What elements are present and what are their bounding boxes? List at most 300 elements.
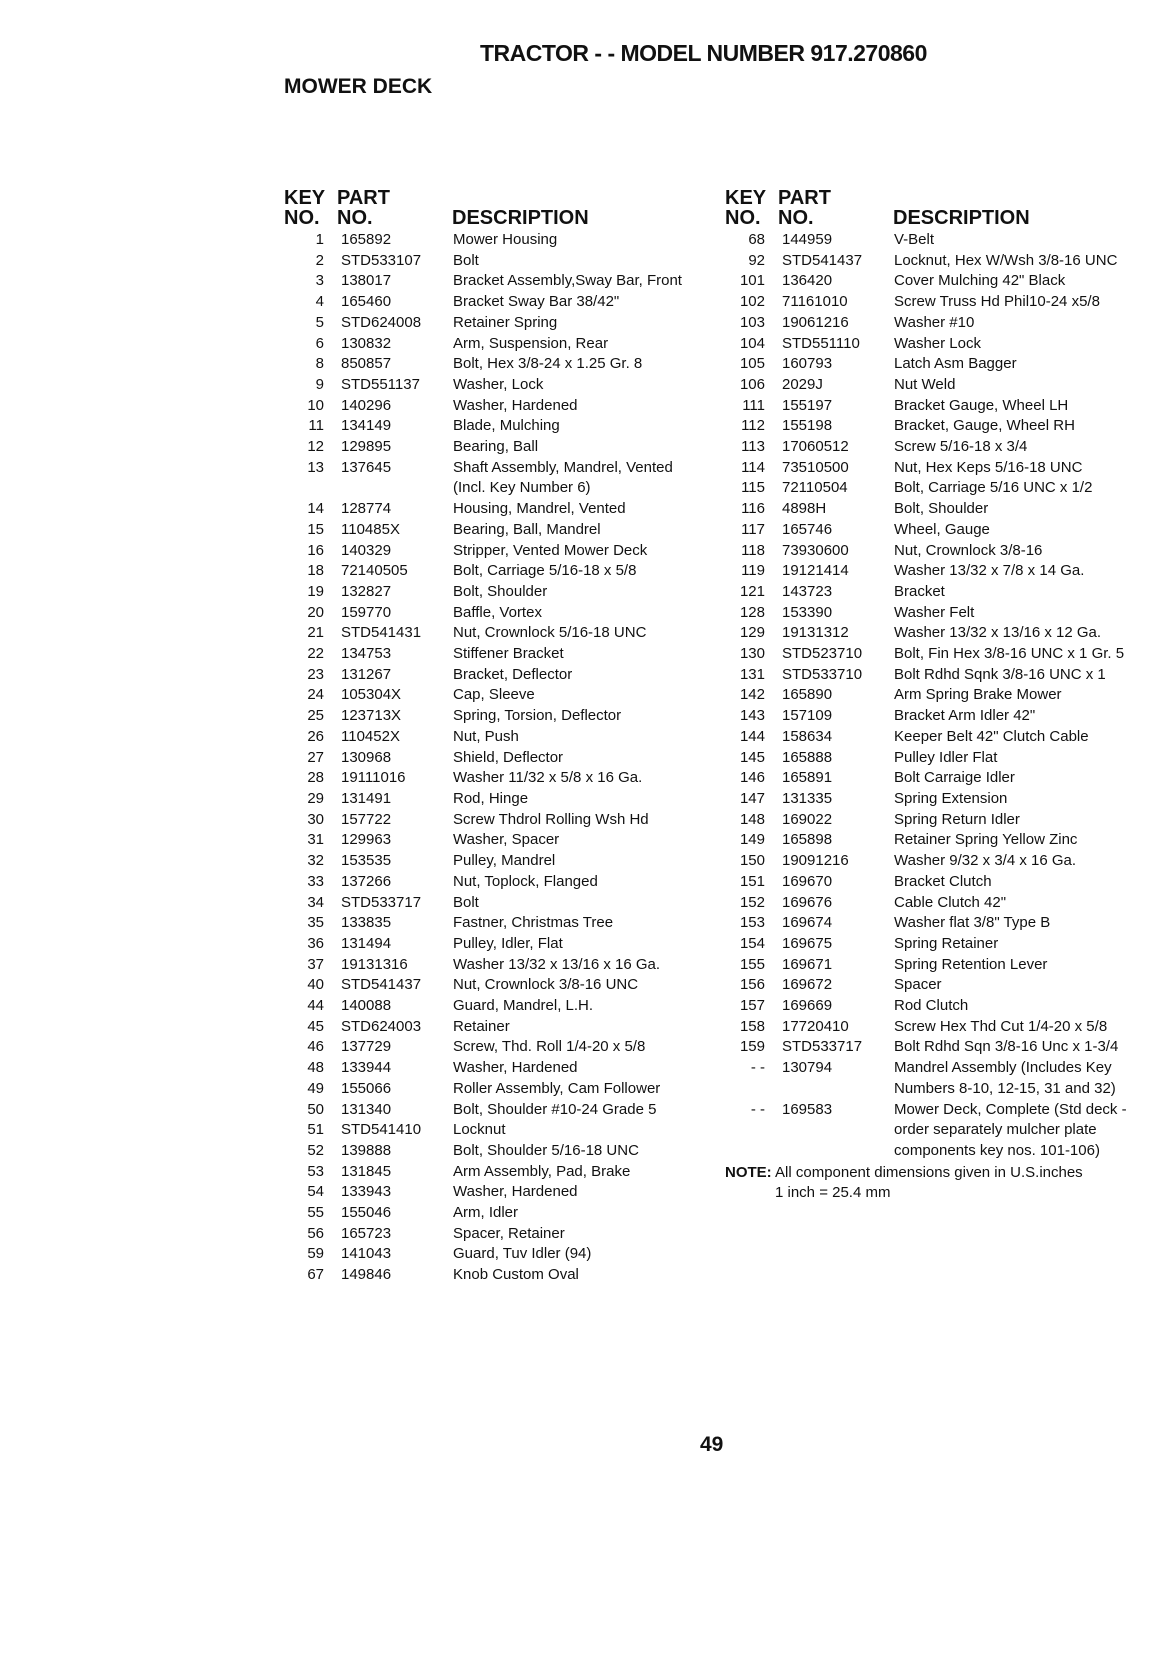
description: V-Belt [894,231,935,248]
table-row [284,1182,698,1203]
part-no: 153535 [341,852,392,870]
description: Washer, Lock [453,375,544,393]
part-no: STD541431 [341,624,422,642]
key-no: 34 [307,893,324,911]
key-no: 131 [739,665,765,683]
key-no: 118 [741,541,765,559]
table-row [284,416,698,437]
table-row [284,251,698,272]
table-row [284,561,698,582]
key-no: 36 [307,934,324,952]
table-row [725,810,1134,831]
part-no: 137645 [341,458,392,476]
table-row [284,810,698,831]
part-no: 157109 [782,707,833,725]
note-text: All component dimensions given in U.S.inches [775,1163,1083,1181]
description: Bracket Assembly,Sway Bar, Front [453,272,682,290]
part-no: 131335 [782,789,833,807]
part-no: STD523710 [782,645,863,663]
table-row [725,396,1134,417]
description: Screw Hex Thd Cut 1/4-20 x 5/8 [894,1017,1108,1035]
description: Bracket, Gauge, Wheel RH [894,417,1075,435]
description: Nut, Push [453,727,519,745]
description: Screw, Thd. Roll 1/4-20 x 5/8 [453,1038,646,1056]
key-no: 121 [739,582,765,600]
part-no: 19131312 [782,624,849,642]
table-row [284,271,698,292]
table-row [284,1224,698,1245]
description: Washer, Spacer [453,831,560,849]
part-no: 140296 [341,396,392,414]
table-row [284,623,698,644]
description: Spacer [894,976,942,994]
key-no: 129 [739,624,765,642]
key-no: 12 [307,438,324,456]
description: Washer, Hardened [453,396,578,414]
table-row [284,1058,698,1079]
part-no: 133944 [341,1059,392,1077]
key-no: 11 [308,417,324,435]
part-no: 19111016 [341,769,406,787]
description-header: DESCRIPTION [893,207,1030,229]
page-number: 49 [700,1433,724,1456]
table-row [284,230,698,251]
key-no: 54 [307,1183,324,1201]
description: Washer 13/32 x 13/16 x 16 Ga. [453,955,661,973]
part-no: 165888 [782,748,833,766]
key-no: 23 [307,665,324,683]
parts-table-right [725,188,1134,1204]
description: Mower Deck, Complete (Std deck - order separately mulcher plate components key nos. 101-106) [894,1100,1127,1159]
table-row [284,768,698,789]
description: Bolt Rdhd Sqn 3/8-16 Unc x 1-3/4 [894,1038,1119,1056]
key-no: 15 [307,520,324,538]
part-no: 17720410 [782,1017,849,1035]
table-row [725,623,1134,644]
description: Pulley, Idler, Flat [453,934,563,952]
part-no: 169674 [782,914,833,932]
description: Pulley Idler Flat [894,748,998,766]
table-row [725,1058,1134,1099]
part-no: 169670 [782,872,833,890]
part-no: 105304X [341,686,402,704]
table-row [725,1037,1134,1058]
part-no: 139888 [341,1141,392,1159]
part-no: 72140505 [341,562,408,580]
key-no: 151 [739,872,765,890]
table-row [725,748,1134,769]
part-no: 130968 [341,748,392,766]
key-no: 106 [739,375,765,393]
key-no: 52 [307,1141,324,1159]
part-no: 149846 [341,1266,392,1284]
part-header-line2: NO. [337,207,373,229]
page-title: TRACTOR - - MODEL NUMBER 917.270860 [480,40,927,66]
table-row [725,458,1134,479]
key-no: 115 [741,479,765,497]
table-row [725,375,1134,396]
part-no: 158634 [782,727,833,745]
part-no: 19091216 [782,852,849,870]
table-row [725,665,1134,686]
key-no: 59 [307,1245,324,1263]
table-row [725,334,1134,355]
description: Arm, Idler [453,1204,519,1222]
part-no: STD551137 [341,375,420,393]
part-no: 155197 [782,396,833,414]
key-no: 146 [739,769,765,787]
part-no: 157722 [341,810,392,828]
description: Rod Clutch [894,997,969,1015]
description: Washer, Hardened [453,1183,578,1201]
part-no: STD533710 [782,665,863,683]
description: Bolt, Shoulder 5/16-18 UNC [453,1141,639,1159]
part-no: STD541437 [782,251,863,269]
table-row [725,685,1134,706]
part-no: 169022 [782,810,833,828]
description: Cover Mulching 42" Black [894,272,1066,290]
description: Bolt, Carriage 5/16 UNC x 1/2 [894,479,1093,497]
description: Bracket Gauge, Wheel LH [894,396,1069,414]
table-row [284,1079,698,1100]
part-no: STD533717 [782,1038,863,1056]
table-row [284,685,698,706]
description: Screw Thdrol Rolling Wsh Hd [453,810,649,828]
key-no: 155 [739,955,765,973]
key-no: 144 [739,727,765,745]
key-no: 145 [739,748,765,766]
part-no: 155066 [341,1079,392,1097]
description: Arm Spring Brake Mower [894,686,1062,704]
part-no: 169676 [782,893,833,911]
part-no: STD541437 [341,976,422,994]
table-row [284,1120,698,1141]
key-no: 32 [307,852,324,870]
key-no: 21 [307,624,324,642]
table-row [284,955,698,976]
part-no: 137729 [341,1038,392,1056]
part-no: 160793 [782,355,833,373]
table-row [284,1100,698,1121]
key-no: 1 [315,231,324,248]
table-row [725,1017,1134,1038]
part-no: 19061216 [782,313,849,331]
table-row [284,1244,698,1265]
part-no: 128774 [341,500,392,518]
key-no: 50 [307,1100,324,1118]
table-row [284,913,698,934]
key-no: 102 [739,293,765,311]
key-no: 14 [307,500,324,518]
description: Bracket, Deflector [453,665,573,683]
table-row [284,727,698,748]
table-row [284,975,698,996]
key-no: 147 [739,789,765,807]
part-no: 130832 [341,334,392,352]
key-no: - - [750,1100,765,1118]
description: Nut, Crownlock 3/8-16 [894,541,1043,559]
key-no: 16 [307,541,324,559]
table-row [284,1162,698,1183]
part-no: 169583 [782,1100,833,1118]
description: Pulley, Mandrel [453,852,556,870]
key-no: 114 [741,458,765,476]
description-header: DESCRIPTION [452,207,589,229]
description: Knob Custom Oval [453,1266,579,1284]
key-no: 4 [315,293,324,311]
key-no: - - [750,1059,765,1077]
part-no: 165460 [341,293,392,311]
part-no: 165891 [782,769,833,787]
table-row [725,893,1134,914]
description: Cap, Sleeve [453,686,535,704]
key-no: 31 [307,831,324,849]
key-no: 157 [739,997,765,1015]
table-row [284,499,698,520]
key-no: 45 [307,1017,324,1035]
table-row [284,334,698,355]
key-no: 25 [307,707,324,725]
key-no: 55 [307,1204,324,1222]
key-no: 9 [315,375,324,393]
table-row [725,851,1134,872]
description: Washer 13/32 x 13/16 x 12 Ga. [894,624,1102,642]
part-no: 137266 [341,872,392,890]
table-row [725,913,1134,934]
part-no: 136420 [782,272,833,290]
key-no: 33 [307,872,324,890]
table-row [725,541,1134,562]
description: Washer flat 3/8" Type B [894,914,1051,932]
key-no: 5 [315,313,324,331]
description: Keeper Belt 42" Clutch Cable [894,727,1089,745]
part-no: 155198 [782,417,833,435]
description: Spring, Torsion, Deflector [453,707,622,725]
key-no: 40 [307,976,324,994]
description: Shield, Deflector [453,748,564,766]
description: Bolt Rdhd Sqnk 3/8-16 UNC x 1 [894,665,1106,683]
key-no: 3 [315,272,324,290]
description: Bearing, Ball, Mandrel [453,520,601,538]
key-no: 68 [748,231,765,248]
key-no: 159 [739,1038,765,1056]
key-no: 22 [307,645,324,663]
table-row [725,354,1134,375]
table-row [284,603,698,624]
key-no: 28 [307,769,324,787]
key-no: 13 [307,458,324,476]
table-row [725,603,1134,624]
key-no: 8 [315,355,324,373]
description: Baffle, Vortex [453,603,542,621]
key-no: 2 [315,251,324,269]
part-no: 131267 [341,665,392,683]
description: Rod, Hinge [453,789,529,807]
key-no: 101 [739,272,765,290]
table-row [725,251,1134,272]
description: Bracket Clutch [894,872,992,890]
key-no: 6 [315,334,324,352]
description: Washer Lock [894,334,981,352]
table-row [725,520,1134,541]
table-row [725,230,1134,251]
part-no: STD624008 [341,313,422,331]
part-no: 155046 [341,1204,392,1222]
part-no: 165746 [782,520,833,538]
key-header-line1: KEY [725,187,767,209]
key-no: 116 [741,500,765,518]
key-no: 92 [748,251,765,269]
key-no: 67 [307,1266,324,1284]
table-row [725,313,1134,334]
description: Housing, Mandrel, Vented [453,500,626,518]
description: Locknut [453,1121,506,1139]
parts-list-right [725,230,1134,1162]
table-row [725,1100,1134,1162]
part-no: STD551110 [782,334,860,352]
description: Latch Asm Bagger [894,355,1017,373]
part-no: 133835 [341,914,392,932]
description: Bolt, Fin Hex 3/8-16 UNC x 1 Gr. 5 [894,645,1125,663]
description: Mower Housing [453,231,558,248]
description: Bracket [894,582,945,600]
table-row [284,520,698,541]
description: Screw 5/16-18 x 3/4 [894,438,1028,456]
table-header [284,188,698,230]
table-row [725,561,1134,582]
key-no: 30 [307,810,324,828]
part-no: 131845 [341,1162,392,1180]
part-no: 141043 [341,1245,392,1263]
table-row [725,768,1134,789]
table-row [284,313,698,334]
part-no: 131491 [341,789,392,807]
table-row [284,1141,698,1162]
key-no: 48 [307,1059,324,1077]
key-no: 119 [741,562,765,580]
description: Retainer Spring [453,313,558,331]
key-no: 111 [742,396,765,414]
key-header-line2: NO. [284,207,320,229]
part-no: 73930600 [782,541,849,559]
description: Nut, Toplock, Flanged [453,872,598,890]
part-no: STD541410 [341,1121,422,1139]
key-no: 37 [307,955,324,973]
table-row [284,1037,698,1058]
table-row [725,499,1134,520]
table-row [284,292,698,313]
key-no: 113 [741,438,765,456]
description: Bracket Sway Bar 38/42" [453,293,620,311]
part-no: 169669 [782,997,833,1015]
description: Washer 11/32 x 5/8 x 16 Ga. [453,769,643,787]
description: Retainer [453,1017,510,1035]
description: Bolt, Shoulder [894,500,989,518]
table-row [725,292,1134,313]
key-no: 153 [739,914,765,932]
key-no: 130 [739,645,765,663]
part-no: 19131316 [341,955,408,973]
description: Screw Truss Hd Phil10-24 x5/8 [894,293,1100,311]
table-row [725,830,1134,851]
description: Retainer Spring Yellow Zinc [894,831,1078,849]
part-no: 169675 [782,934,833,952]
part-no: 131340 [341,1100,392,1118]
key-no: 27 [307,748,324,766]
description: Bolt [453,251,479,269]
description: Bracket Arm Idler 42" [894,707,1036,725]
key-no: 29 [307,789,324,807]
key-no: 128 [739,603,765,621]
description: Spring Retainer [894,934,999,952]
table-row [284,872,698,893]
description: Arm Assembly, Pad, Brake [453,1162,631,1180]
table-row [284,1265,698,1286]
description: Nut, Hex Keps 5/16-18 UNC [894,458,1083,476]
part-no: STD533717 [341,893,422,911]
part-no: 850857 [341,355,392,373]
table-row [284,1017,698,1038]
description: Shaft Assembly, Mandrel, Vented (Incl. Key Number 6) [453,458,673,497]
part-no: 140329 [341,541,392,559]
key-no: 51 [307,1121,324,1139]
part-no: STD624003 [341,1017,422,1035]
part-no: 132827 [341,582,392,600]
table-row [725,955,1134,976]
description: Washer 13/32 x 7/8 x 14 Ga. [894,562,1085,580]
key-no: 46 [307,1038,324,1056]
table-row [725,271,1134,292]
table-row [284,830,698,851]
part-no: 130794 [782,1059,833,1077]
description: Wheel, Gauge [894,520,990,538]
part-no: 71161010 [782,293,848,311]
description: Nut Weld [894,375,956,393]
part-no: 19121414 [782,562,849,580]
key-no: 154 [739,934,765,952]
table-header [725,188,1134,230]
key-no: 19 [307,582,324,600]
table-row [284,934,698,955]
key-header-line2: NO. [725,207,761,229]
key-no: 56 [307,1224,324,1242]
part-no: 73510500 [782,458,849,476]
part-no: 134149 [341,417,392,435]
section-title: MOWER DECK [284,75,433,98]
table-row [284,582,698,603]
table-row [284,458,698,499]
table-row [284,706,698,727]
table-row [725,727,1134,748]
part-no: 129963 [341,831,392,849]
part-no: 129895 [341,438,392,456]
description: Spring Return Idler [894,810,1020,828]
table-row [284,541,698,562]
table-row [284,375,698,396]
table-row [725,872,1134,893]
key-no: 142 [739,686,765,704]
description: Arm, Suspension, Rear [453,334,609,352]
note-label: NOTE: [725,1163,772,1181]
table-row [284,354,698,375]
part-no: 165898 [782,831,833,849]
table-row [725,437,1134,458]
note-conversion: 1 inch = 25.4 mm [775,1184,891,1202]
key-no: 20 [307,603,324,621]
description: Stiffener Bracket [453,645,564,663]
key-no: 49 [307,1079,324,1097]
description: Bearing, Ball [453,438,539,456]
